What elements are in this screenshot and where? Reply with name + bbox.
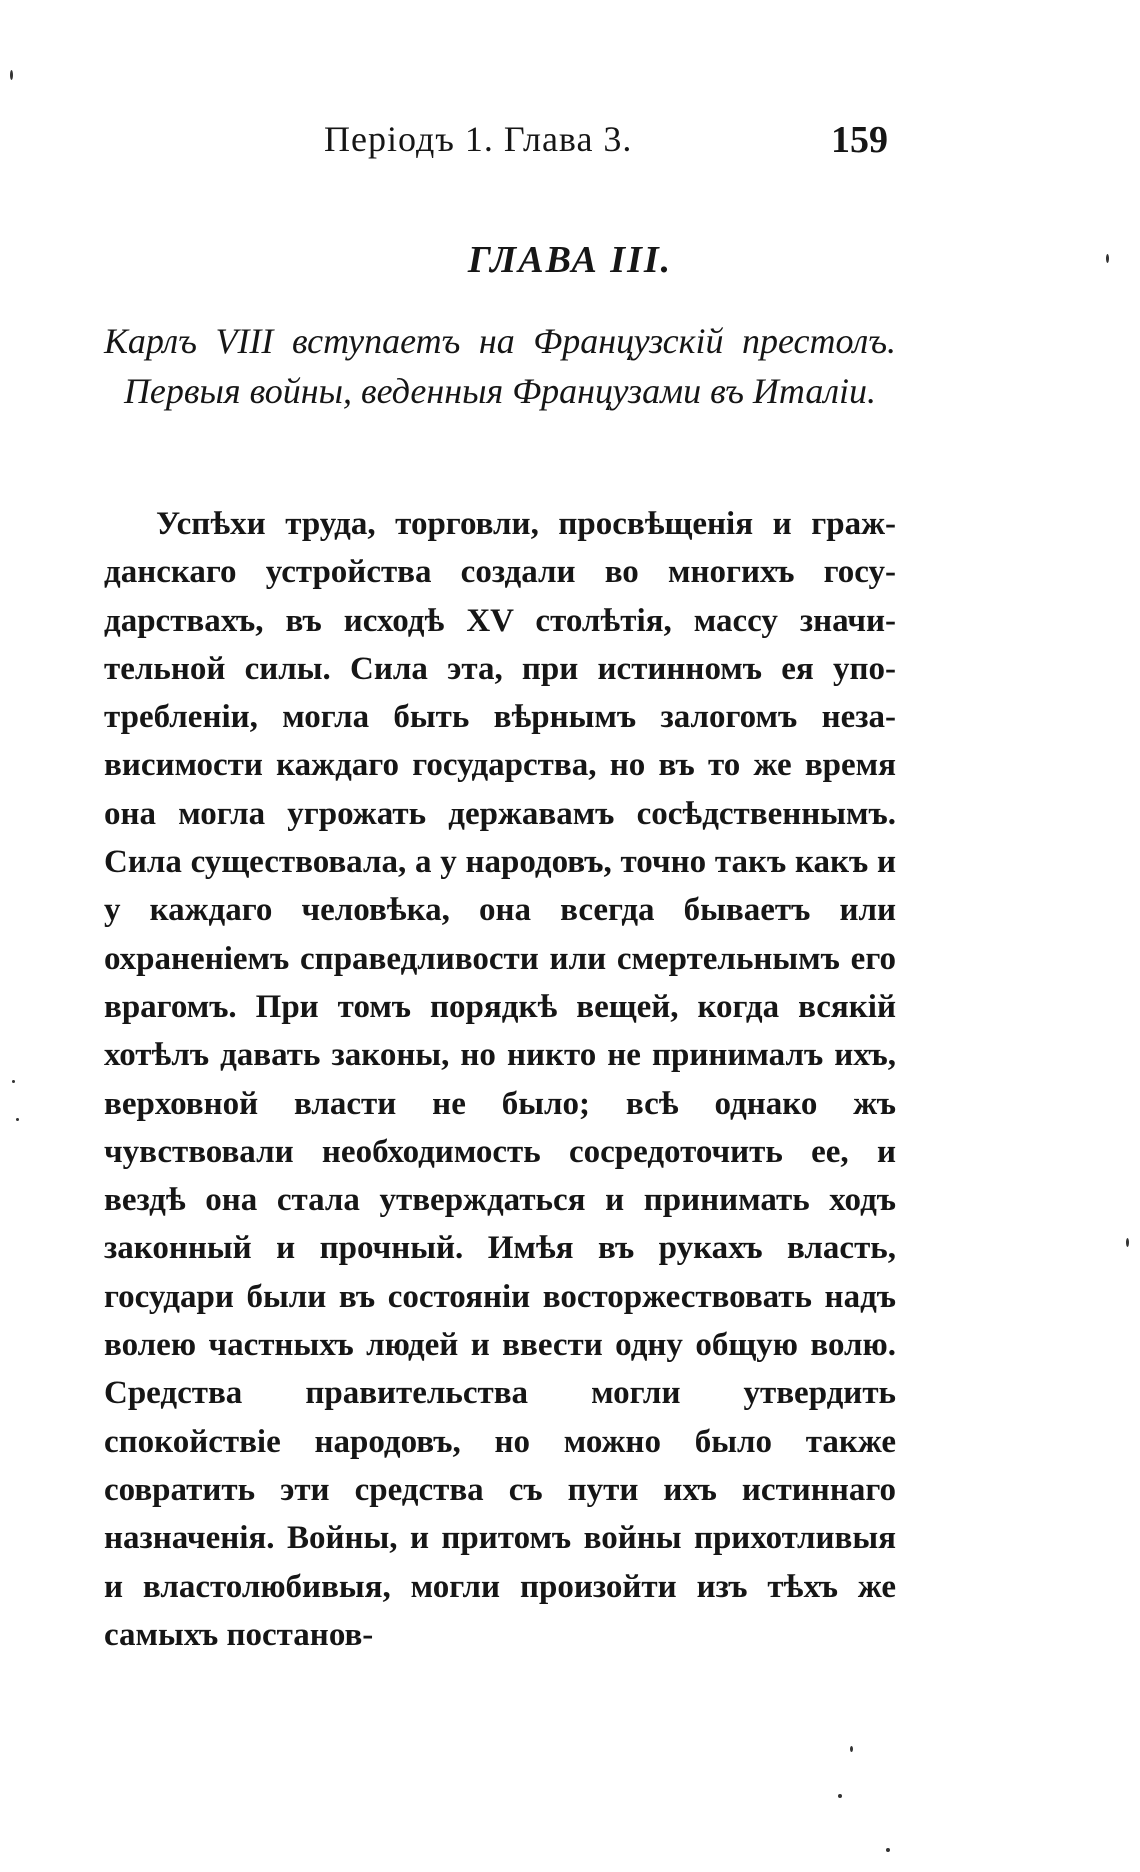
- chapter-summary: Карлъ VIII вступаетъ на Французскій престолъ. Первыя войны, веденныя Французами въ Италіи.: [104, 321, 896, 411]
- scan-speck: [16, 1118, 19, 1121]
- scan-speck: [838, 1794, 842, 1798]
- chapter-title: ГЛАВА III.: [467, 239, 673, 281]
- scan-speck: [12, 1080, 15, 1083]
- scan-speck: [850, 1746, 853, 1752]
- running-head-title: Періодъ 1. Глава 3.: [324, 119, 633, 159]
- running-head: [324, 118, 888, 168]
- scan-speck: [10, 70, 13, 80]
- scan-speck: [1126, 1238, 1129, 1247]
- scan-speck: [1106, 254, 1109, 263]
- body-paragraph: Успѣхи труда, торговли, просвѣщенія и гражданскаго устройства создали во многихъ государствахъ, въ исходѣ XV столѣтія, массу значительной силы. Сила эта, при истинномъ ея употребленіи, могла быть вѣрнымъ залогомъ независимости каждаго государства, но въ то же время она могла угрожать державамъ сосѣдственнымъ. Сила существовала, а у народовъ, точно такъ какъ и у каждаго человѣка, она всегда бываетъ или охраненіемъ справедливости или смертельнымъ его врагомъ. При томъ порядкѣ вещей, когда всякій хотѣлъ давать законы, но никто не принималъ ихъ, верховной власти не было; всѣ однако жъ чувствовали необходимость сосредоточить ее, и вездѣ она стала утверждаться и принимать ходъ законный и прочный. Имѣя въ рукахъ власть, государи были въ состояніи восторжествовать надъ волею частныхъ людей и ввести одну общую волю. Средства правительства могли утвердить спокойствіе народовъ, но можно было также совратить эти средства съ пути ихъ истиннаго назначенія. Войны, и притомъ войны прихотливыя и властолюбивыя, могли произойти изъ тѣхъ же самыхъ постанов-: [104, 506, 896, 1653]
- scan-speck: [886, 1848, 890, 1852]
- page-number: 159: [831, 119, 888, 161]
